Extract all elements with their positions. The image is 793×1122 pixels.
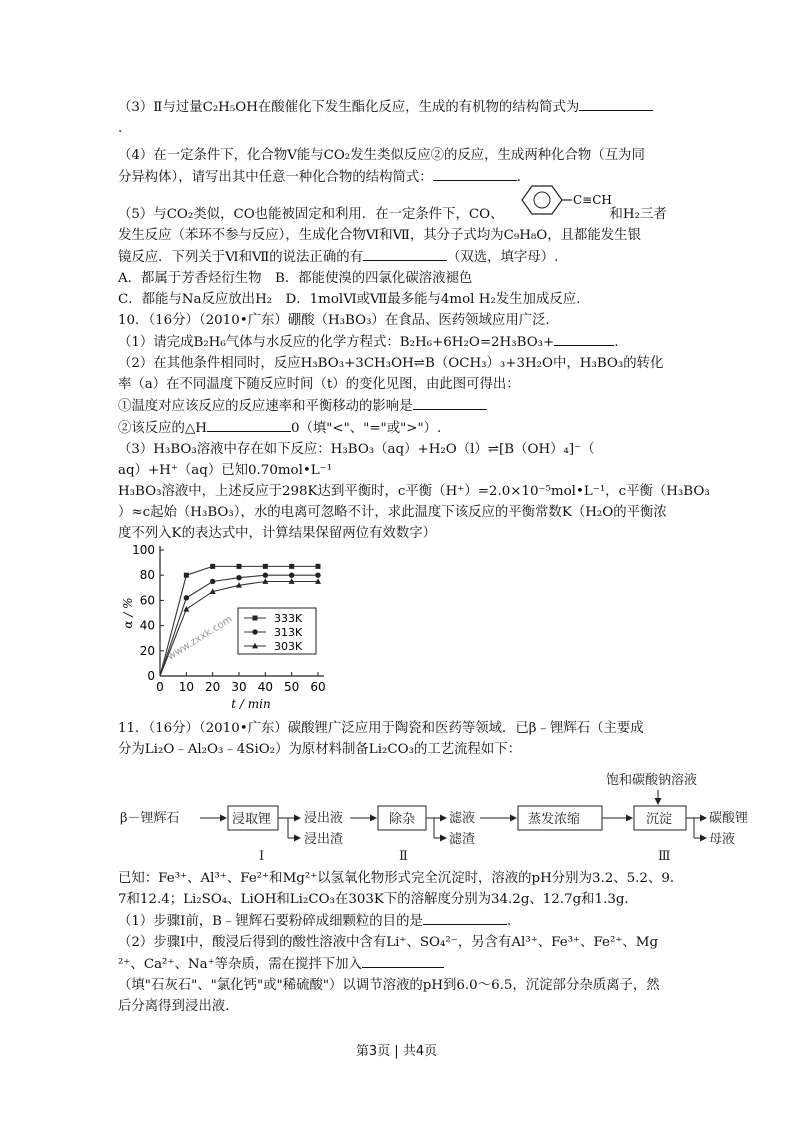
x-tick-label: 60 <box>310 680 326 694</box>
q9-part3: （3）Ⅱ与过量C₂H₅OH在酸催化下发生酯化反应，生成的有机物的结构简式为 <box>118 96 678 118</box>
alkyne-label: C≡CH <box>573 193 612 207</box>
legend-label-313K: 313K <box>274 626 303 639</box>
legend-marker-333K <box>253 616 258 621</box>
q10-part3b: aq）+H⁺（aq）已知0.70mol•L⁻¹ <box>118 463 333 478</box>
step-1-label: Ⅰ <box>259 849 265 864</box>
answer-blank[interactable] <box>554 331 614 346</box>
q11-step2a: （2）步骤Ⅰ中，酸浸后得到的酸性溶液中含有Li⁺、SO₄²⁻，另含有Al³⁺、Fe³⁺、Fe²⁺、Mg <box>118 935 659 950</box>
option-ab: A．都属于芳香烃衍生物 B．都能使溴的四氯化碳溶液褪色 <box>118 271 473 286</box>
data-point-313K <box>236 575 241 580</box>
option-cd: C．都能与Na反应放出H₂ D．1molⅥ或Ⅶ最多能与4mol H₂发生加成反应. <box>118 292 581 307</box>
x-tick-label: 0 <box>156 680 164 694</box>
answer-blank[interactable] <box>207 417 291 432</box>
legend-label-333K: 333K <box>274 612 303 625</box>
answer-blank[interactable] <box>579 96 653 111</box>
answer-blank[interactable] <box>362 953 444 968</box>
answer-blank[interactable] <box>413 395 487 410</box>
answer-blank[interactable] <box>423 910 507 925</box>
watermark: www.zxxk.com <box>165 613 235 663</box>
q11-step1: （1）步骤Ⅰ前，B﹣锂辉石要粉碎成细颗粒的目的是 . <box>118 910 678 932</box>
data-point-333K <box>210 564 215 569</box>
legend-marker-313K <box>252 629 257 634</box>
q10-part1: （1）请完成B₂H₆气体与水反应的化学方程式：B₂H₆+6H₂O=2H₃BO₃+ . <box>118 331 678 353</box>
q10-part2c: ①温度对应该反应的反应速率和平衡移动的影响是 <box>118 395 678 417</box>
benzene-ring <box>522 186 562 214</box>
q11-step2b: ²⁺、Ca²⁺、Na⁺等杂质，需在搅拌下加入 <box>118 953 678 975</box>
q9-part4-line2: 分异构体），请写出其中任意一种化合物的结构简式： . <box>118 166 678 188</box>
svg-text:蒸发浓缩: 蒸发浓缩 <box>528 812 581 827</box>
flow-filtrate: 滤液 <box>449 811 476 826</box>
data-point-333K <box>184 573 189 578</box>
y-tick-label: 100 <box>132 543 155 557</box>
data-point-333K <box>263 564 268 569</box>
q9-part5-line1: （5）与CO₂类似，CO也能被固定和利用．在一定条件下，CO、 和H₂三者 <box>118 207 667 222</box>
data-point-333K <box>316 564 321 569</box>
x-tick-label: 10 <box>178 680 194 694</box>
q9-part5-line2: 发生反应（苯环不参与反应），生成化合物Ⅵ和Ⅶ，其分子式均为C₉H₈O，且都能发生银 <box>118 228 641 243</box>
data-point-313K <box>315 573 320 578</box>
page-footer: 第3页 | 共4页 <box>355 1044 438 1059</box>
answer-blank[interactable] <box>433 166 517 181</box>
q11-body <box>118 868 678 1017</box>
data-point-303K <box>183 606 189 612</box>
q11-head2: 分为Li₂O﹣Al₂O₃﹣4SiO₂）为原材料制备Li₂CO₃的工艺流程如下： <box>118 742 522 757</box>
svg-text:浸取锂: 浸取锂 <box>232 812 272 827</box>
q10-head: 10．（16分）（2010•广东）硼酸（H₃BO₃）在食品、医药领域应用广泛． <box>118 313 559 328</box>
x-axis-label: t / min <box>231 697 271 711</box>
data-point-313K <box>184 595 189 600</box>
q10-part3c: H₃BO₃溶液中，上述反应于298K达到平衡时，c平衡（H⁺）=2.0×10⁻⁵mol•L⁻¹，c平衡（H₃BO₃ <box>118 484 710 499</box>
flow-leachate: 浸出液 <box>304 811 344 826</box>
x-tick-label: 50 <box>284 680 300 694</box>
svg-text:沉淀: 沉淀 <box>646 812 673 827</box>
q11-step2d: 后分离得到浸出液. <box>118 999 230 1014</box>
q10-part2a: （2）在其他条件相同时，反应H₃BO₃+3CH₃OH⇌B（OCH₃）₃+3H₂O中，H₃BO₃的转化 <box>118 356 664 371</box>
q10-part3d: ）≈c起始（H₃BO₃），水的电离可忽略不计，求此温度下该反应的平衡常数K（H₂O的平衡浓 <box>118 505 667 520</box>
question-content <box>118 96 710 544</box>
y-tick-label: 80 <box>139 568 155 583</box>
y-tick-label: 60 <box>139 593 155 608</box>
q11-known2: 7和12.4；Li₂SO₄、LiOH和Li₂CO₃在303K下的溶解度分别为34.2g、12.7g和1.3g. <box>118 892 629 907</box>
answer-blank[interactable] <box>363 246 447 261</box>
flow-filter-residue: 滤渣 <box>449 832 476 847</box>
svg-text:除杂: 除杂 <box>389 812 416 827</box>
q9-part5-line3: 镜反应．下列关于Ⅵ和Ⅶ的说法正确的有 （双选，填字母）. <box>118 246 678 268</box>
data-point-313K <box>289 573 294 578</box>
q10-part3a: （3）H₃BO₃溶液中存在如下反应：H₃BO₃（aq）+H₂O（l）⇌[B（OH）₄]⁻（ <box>118 442 595 457</box>
q10-part2b: 率（a）在不同温度下随反应时间（t）的变化见图，由此图可得出： <box>118 377 520 392</box>
data-point-313K <box>263 573 268 578</box>
flow-mother-liquor: 母液 <box>709 832 736 847</box>
data-point-333K <box>237 564 242 569</box>
flow-product: 碳酸锂 <box>709 811 749 826</box>
data-point-313K <box>210 579 215 584</box>
y-tick-label: 20 <box>139 643 155 658</box>
q11-step2c: （填"石灰石"、"氯化钙"或"稀硫酸"）以调节溶液的pH到6.0～6.5，沉淀部分杂质离子，然 <box>118 978 660 993</box>
q11-content <box>118 718 678 760</box>
q10-part2d: ②该反应的△H 0（填"<"、"="或">"）. <box>118 417 678 439</box>
flow-residue: 浸出渣 <box>304 832 344 847</box>
process-flow-chart <box>118 770 778 866</box>
q11-head: 11．（16分）（2010•广东）碳酸锂广泛应用于陶瓷和医药等领域．已β﹣锂辉石（主要成 <box>118 721 644 736</box>
conversion-chart <box>118 540 333 712</box>
phenylacetylene-structure <box>510 182 616 218</box>
flow-feed-solution: 饱和碳酸钠溶液 <box>606 773 698 788</box>
legend-label-303K: 303K <box>274 640 303 653</box>
q11-known1: 已知：Fe³⁺、Al³⁺、Fe²⁺和Mg²⁺以氢氧化物形式完全沉淀时，溶液的pH分别为3.2、5.2、9. <box>118 871 675 886</box>
flow-start: β－锂辉石 <box>120 811 180 826</box>
step-3-label: Ⅲ <box>658 849 671 864</box>
x-tick-label: 20 <box>205 680 221 694</box>
data-point-333K <box>289 564 294 569</box>
q10-part3e: 度不列入K的表达式中，计算结果保留两位有效数字） <box>118 526 436 541</box>
step-2-label: Ⅱ <box>399 849 408 864</box>
y-tick-label: 0 <box>147 669 155 683</box>
q9-part4-line1: （4）在一定条件下，化合物Ⅴ能与CO₂发生类似反应②的反应，生成两种化合物（互为同 <box>118 148 645 163</box>
x-tick-label: 30 <box>231 680 247 694</box>
y-axis-label: α / % <box>121 597 135 629</box>
x-tick-label: 40 <box>257 680 273 694</box>
y-tick-label: 40 <box>139 618 155 633</box>
q9-part3-tail: . <box>118 121 123 136</box>
